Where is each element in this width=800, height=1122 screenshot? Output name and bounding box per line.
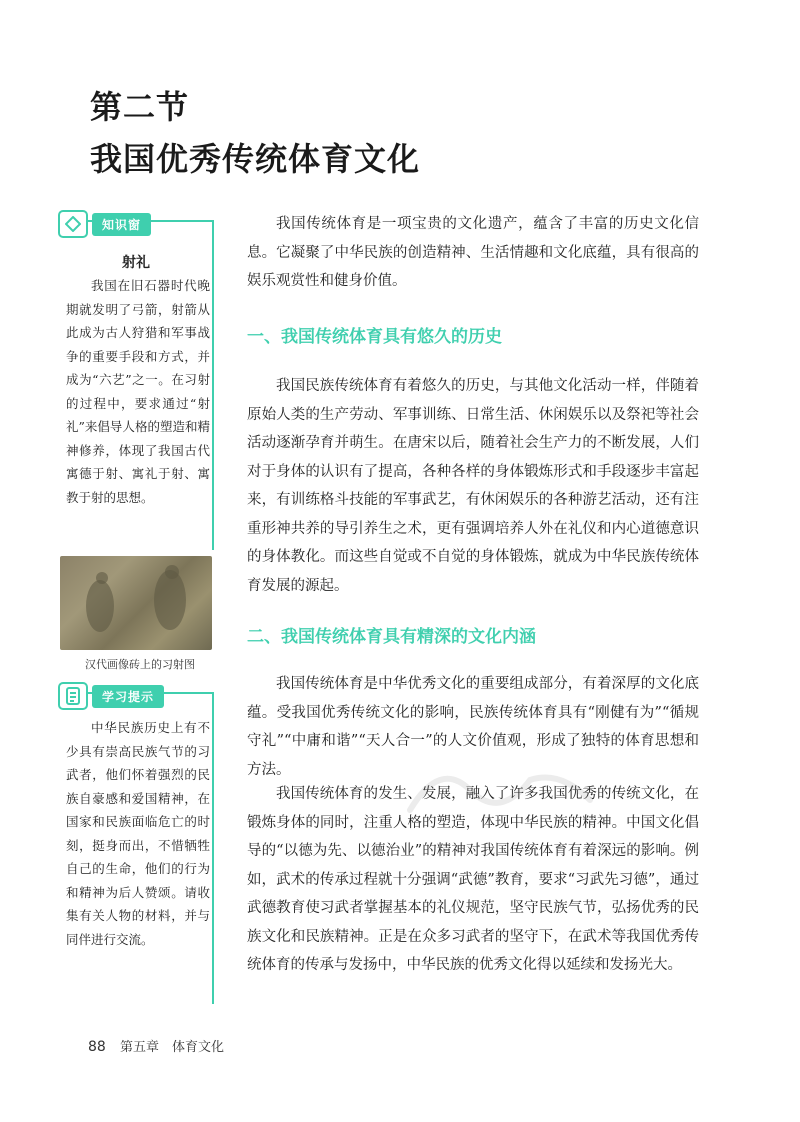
history-paragraph: 我国民族传统体育有着悠久的历史，与其他文化活动一样，伴随着原始人类的生产劳动、军事训练、日常生活、休闲娱乐以及祭祀等社会活动逐渐孕育并萌生。在唐宋以后，随着社会生产力的不断发展，人们对于身体的认识有了提高，各种各样的身体锻炼形式和手段逐步丰富起来，有训练格斗技能的军事武艺，有休闲娱乐的各种游艺活动，还有注重形神共养的导引养生之术，更有强调培养人外在礼仪和内心道德意识的身体教化。而这些自觉或不自觉的身体锻炼，就成为中华民族传统体育发展的源起。 — [247, 378, 699, 594]
chapter-label: 第五章 体育文化 — [119, 1040, 224, 1055]
study-tip-box — [60, 689, 214, 1004]
culture-paragraph-1: 我国传统体育是中华优秀文化的重要组成部分，有着深厚的文化底蕴。受我国优秀传统文化的影响，民族传统体育具有“刚健有为”“循规守礼”“中庸和谐”“天人合一”的人文价值观，形成了独特的体育思想和方法。 — [247, 676, 699, 778]
knowledge-box — [60, 217, 214, 550]
image-caption: 汉代画像砖上的习射图 — [85, 658, 195, 671]
document-icon — [58, 682, 88, 710]
knowledge-title: 射礼 — [122, 255, 150, 271]
heading-history: 一、我国传统体育具有悠久的历史 — [247, 327, 502, 347]
intro-paragraph: 我国传统体育是一项宝贵的文化遗产，蕴含了丰富的历史文化信息。它凝聚了中华民族的创造精神、生活情趣和文化底蕴，具有很高的娱乐观赏性和健身价值。 — [247, 216, 699, 289]
page-footer — [88, 1036, 224, 1055]
section-title: 我国优秀传统体育文化 — [90, 140, 421, 178]
knowledge-tag-label: 知识窗 — [92, 213, 151, 236]
section-label: 第二节 — [90, 88, 190, 126]
page-number: 88 — [88, 1039, 106, 1055]
culture-paragraph-2: 我国传统体育的发生、发展，融入了许多我国优秀的传统文化，在锻炼身体的同时，注重人格的塑造，体现中华民族的精神。中国文化倡导的“以德为先、以德治业”的精神对我国传统体育有着深远的影响。例如，武术的传承过程就十分强调“武德”教育，要求“习武先习德”，通过武德教育使习武者掌握基本的礼仪规范，坚守民族气节，弘扬优秀的民族文化和民族精神。正是在众多习武者的坚守下，在武术等我国优秀传统体育的传承与发扬中，中华民族的优秀文化得以延续和发扬光大。 — [247, 786, 699, 973]
study-tag — [58, 682, 164, 710]
diamond-icon — [58, 210, 88, 238]
study-tag-label: 学习提示 — [92, 685, 164, 708]
archery-relief-image — [60, 556, 212, 650]
knowledge-text: 我国在旧石器时代晚期就发明了弓箭，射箭从此成为古人狩猎和军事战争的重要手段和方式，并成为“六艺”之一。在习射的过程中，要求通过“射礼”来倡导人格的塑造和精神修养，体现了我国古代寓德于射、寓礼于射、寓教于射的思想。 — [66, 278, 210, 505]
study-text: 中华民族历史上有不少具有崇高民族气节的习武者，他们怀着强烈的民族自豪感和爱国精神，在国家和民族面临危亡的时刻，挺身而出，不惜牺牲自己的生命，他们的行为和精神为后人赞颂。请收集有关人物的材料，并与同伴进行交流。 — [66, 720, 210, 947]
heading-culture: 二、我国传统体育具有精深的文化内涵 — [247, 627, 536, 647]
brush-watermark — [400, 740, 600, 830]
knowledge-tag — [58, 210, 151, 238]
